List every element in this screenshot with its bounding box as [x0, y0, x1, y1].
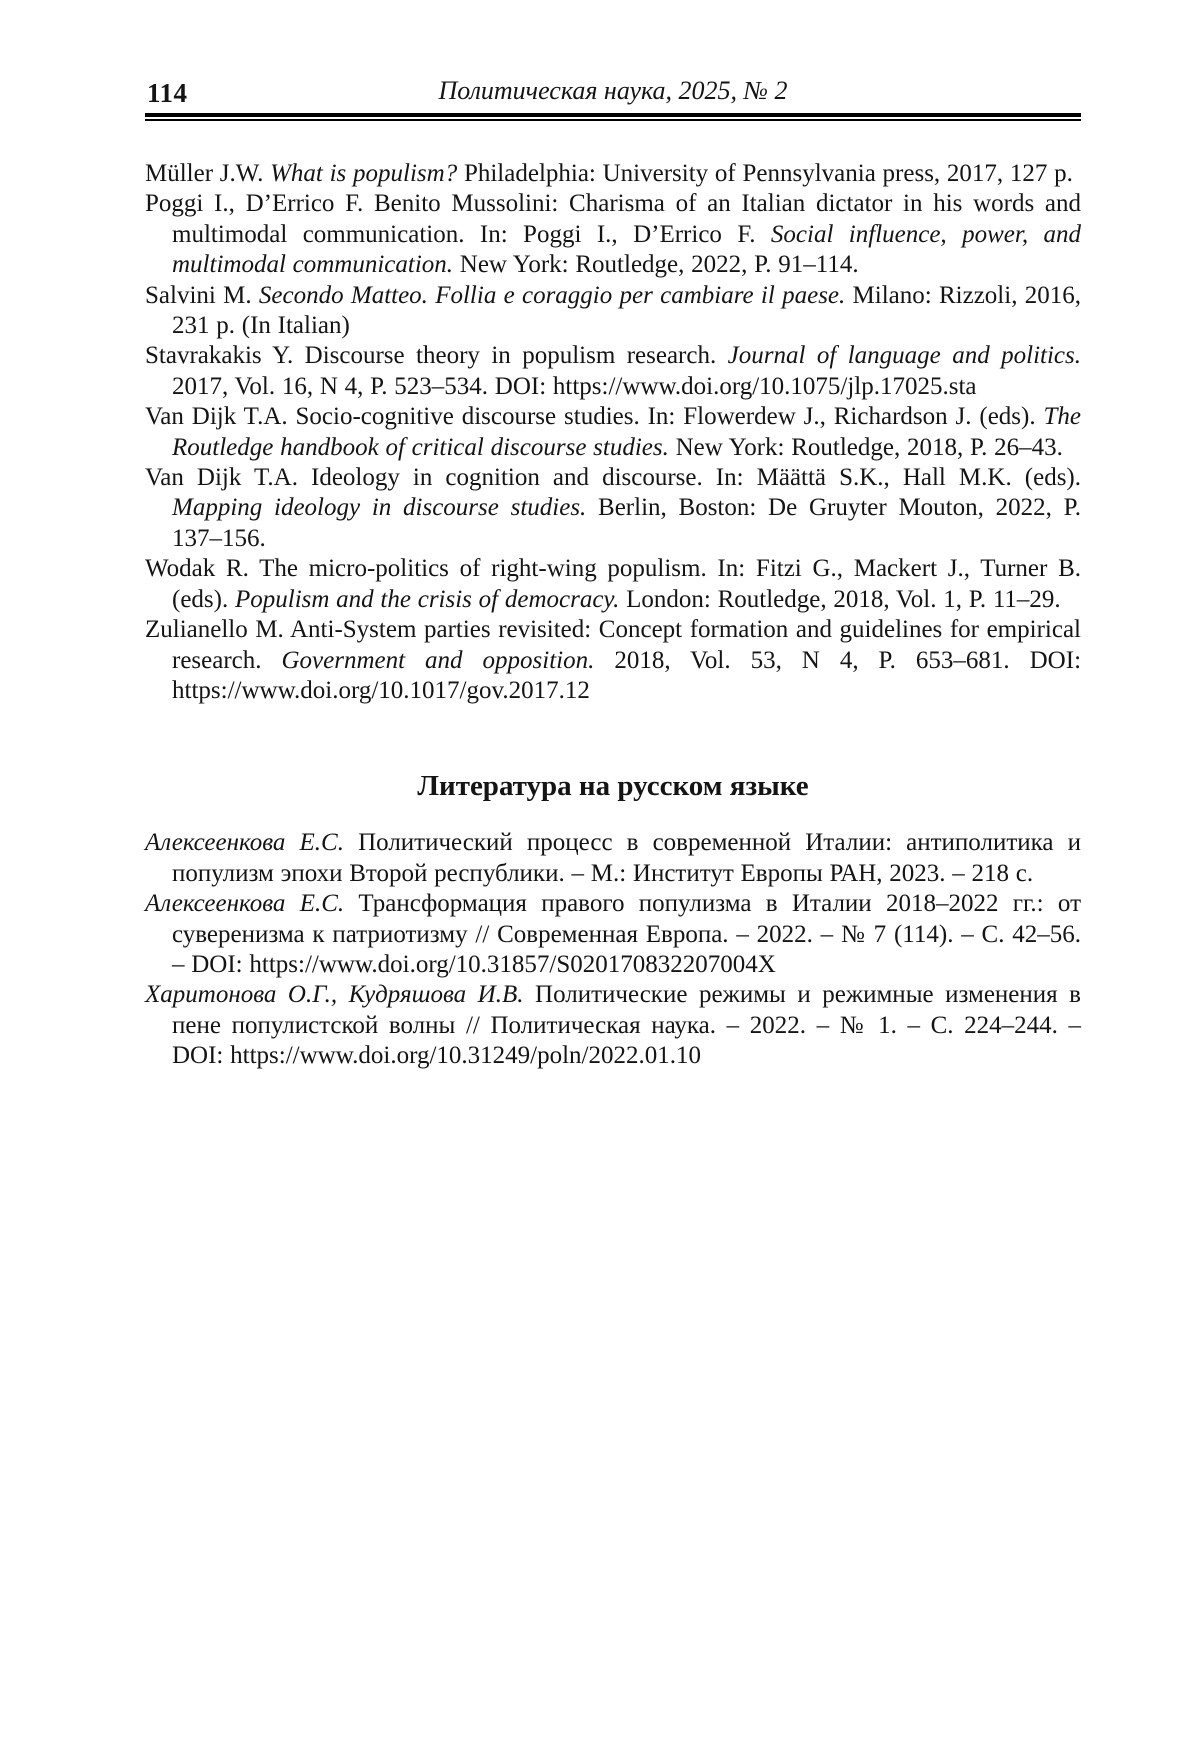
reference-italic-text: Social influence, power, and multimodal communication. — [172, 220, 1082, 279]
reference-entry — [145, 980, 1081, 1071]
journal-title: Политическая наука, 2025, № 2 — [438, 76, 788, 105]
references-russian-list — [145, 828, 1081, 1071]
reference-entry — [145, 402, 1081, 463]
reference-italic-text: Populism and the crisis of democracy. — [234, 585, 620, 613]
reference-text: Wodak R. The micro-politics of right-wing populism. In: Fitzi G., Mackert J., Turner B. (eds). — [145, 555, 1081, 613]
reference-entry — [145, 889, 1081, 980]
reference-italic-text: Харитонова О.Г., Кудряшова И.В. — [145, 981, 524, 1009]
reference-text: New York: Routledge, 2022, P. 91–114. — [453, 251, 859, 279]
reference-text: Poggi I., D’Errico F. Benito Mussolini: Charisma of an Italian dictator in his words and multimodal communication. In: Poggi I., D’Errico F. — [145, 190, 1081, 248]
page-content — [145, 0, 1081, 1072]
reference-text: Zulianello M. Anti-System parties revisited: Concept formation and guidelines for empirical research. — [145, 616, 1081, 674]
reference-italic-text: What is populism? — [270, 160, 458, 187]
reference-text: Müller J.W. — [145, 160, 271, 187]
reference-italic-text: Government and opposition. — [281, 646, 595, 674]
header-rule — [145, 113, 1081, 121]
reference-text: London: Routledge, 2018, Vol. 1, P. 11–29. — [619, 585, 1061, 613]
reference-text: Политические режимы и режимные изменения в пене популистской волны // Политическая наука. – 2022. – № 1. – С. 224–244. – DOI: https://www.doi.org/10.31249/poln/2022.01.10 — [172, 981, 1081, 1070]
reference-text: Трансформация правого популизма в Италии 2018–2022 гг.: от суверенизма к патриотизму // Современная Европа. – 2022. – № 7 (114). – С. 42–56. – DOI: https://www.doi.org/10.31857/S020170832207004X — [172, 890, 1081, 978]
reference-text: New York: Routledge, 2018, P. 26–43. — [668, 433, 1063, 461]
reference-italic-text: Mapping ideology in discourse studies. — [172, 494, 587, 522]
reference-entry — [145, 341, 1081, 402]
reference-entry — [145, 463, 1081, 554]
reference-entry — [145, 281, 1081, 342]
reference-text: Salvini M. — [145, 281, 259, 309]
reference-text: 2018, Vol. 53, N 4, P. 653–681. DOI: https://www.doi.org/10.1017/gov.2017.12 — [172, 646, 1082, 704]
reference-text: Van Dijk T.A. Ideology in cognition and discourse. In: Määttä S.K., Hall M.K. (eds). — [145, 464, 1081, 492]
reference-entry — [145, 828, 1081, 889]
reference-entry — [145, 554, 1081, 615]
reference-italic-text: Алексеенкова Е.С. — [145, 890, 345, 918]
reference-text: Berlin, Boston: De Gruyter Mouton, 2022, P. 137–156. — [172, 494, 1081, 552]
reference-italic-text: Secondo Matteo. Follia e coraggio per cambiare il paese. — [258, 281, 846, 309]
reference-entry — [145, 615, 1081, 706]
reference-entry — [145, 189, 1081, 280]
reference-text: Van Dijk T.A. Socio-cognitive discourse studies. In: Flowerdew J., Richardson J. (eds). — [145, 403, 1044, 431]
reference-italic-text: Journal of language and politics. — [727, 342, 1081, 370]
russian-literature-heading: Литература на русском языке — [417, 770, 809, 803]
running-header — [145, 76, 1081, 110]
reference-text: Политический процесс в современной Италии: антиполитика и популизм эпохи Второй республики. – М.: Институт Европы РАН, 2023. – 218 с. — [172, 829, 1081, 887]
reference-italic-text: The Routledge handbook of critical discourse studies. — [172, 403, 1081, 461]
reference-text: Stavrakakis Y. Discourse theory in populism research. — [145, 342, 728, 370]
reference-text: 2017, Vol. 16, N 4, P. 523–534. DOI: https://www.doi.org/10.1075/jlp.17025.sta — [172, 372, 977, 400]
reference-text: Philadelphia: University of Pennsylvania press, 2017, 127 p. — [457, 160, 1073, 187]
page-number: 114 — [147, 78, 188, 108]
reference-entry — [145, 159, 1081, 189]
reference-italic-text: Алексеенкова Е.С. — [145, 829, 344, 857]
references-english-list — [145, 159, 1081, 706]
reference-text: Milano: Rizzoli, 2016, 231 p. (In Italian) — [172, 281, 1081, 340]
